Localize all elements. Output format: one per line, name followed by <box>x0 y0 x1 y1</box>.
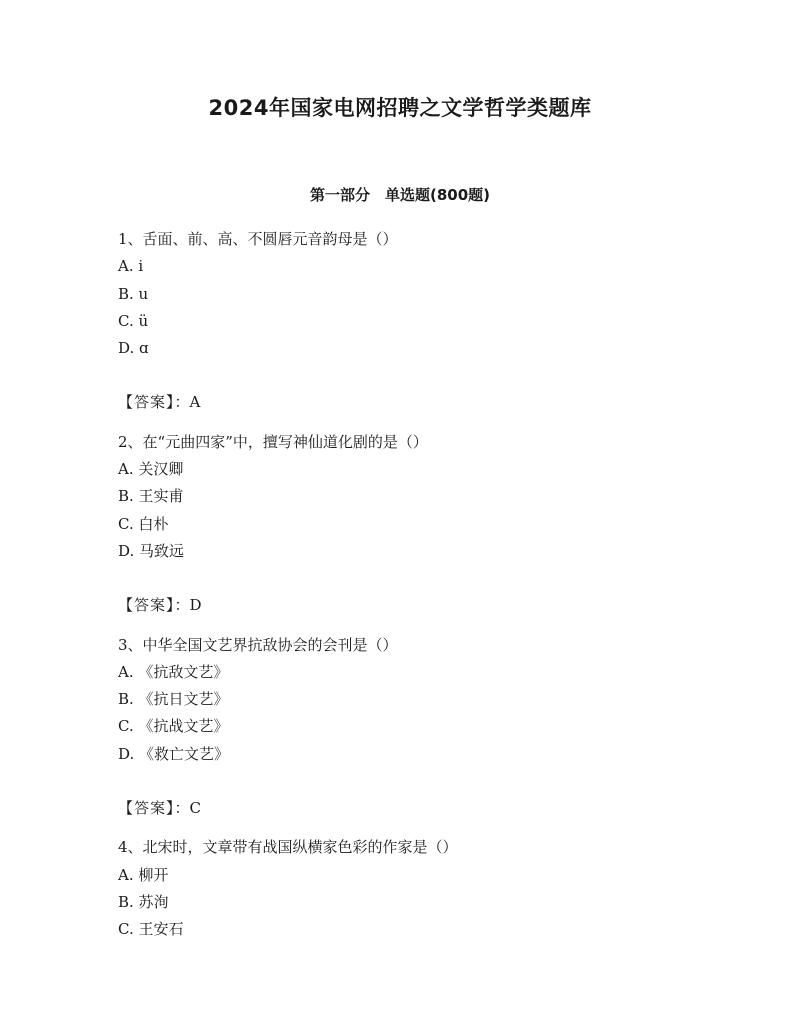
option-d: D. 马致远 <box>118 541 185 560</box>
question-text: 4、北宋时，文章带有战国纵横家色彩的作家是（） <box>118 838 458 857</box>
option-d: D. 《救亡文艺》 <box>118 744 230 763</box>
option-a: A. 《抗敌文艺》 <box>118 662 229 681</box>
option-b: B. 苏洵 <box>118 892 169 911</box>
option-c: C. 《抗战文艺》 <box>118 717 229 736</box>
answer-line <box>118 389 718 416</box>
option-a: A. 柳开 <box>118 865 169 884</box>
answer-label: 【答案】 <box>118 393 175 412</box>
section-title: 第一部分 单选题(800题) <box>309 186 491 204</box>
question-list <box>118 226 718 944</box>
answer-separator: ： <box>174 393 190 412</box>
question-text: 2、在“元曲四家”中，擅写神仙道化剧的是（） <box>118 432 428 451</box>
option-b: B. 《抗日文艺》 <box>118 690 229 709</box>
option-c: C. ü <box>118 311 149 330</box>
option-a: A. i <box>118 257 144 276</box>
answer-value: C <box>189 799 202 818</box>
question-item <box>118 226 718 417</box>
option-c: C. 白朴 <box>118 514 169 533</box>
answer-label: 【答案】 <box>118 799 175 818</box>
question-item <box>118 834 718 943</box>
answer-label: 【答案】 <box>118 596 175 615</box>
question-item <box>118 429 718 620</box>
answer-separator: ： <box>174 596 190 615</box>
document-title: 2024年国家电网招聘之文学哲学类题库 <box>208 96 592 120</box>
question-text: 3、中华全国文艺界抗敌协会的会刊是（） <box>118 635 398 654</box>
option-b: B. 王实甫 <box>118 487 184 506</box>
answer-line <box>118 592 718 619</box>
option-c: C. 王安石 <box>118 920 184 939</box>
question-text: 1、舌面、前、高、不圆唇元音韵母是（） <box>118 230 398 248</box>
question-item <box>118 632 718 823</box>
option-b: B. u <box>118 284 149 303</box>
answer-line <box>118 795 718 822</box>
answer-value: D <box>189 596 202 615</box>
option-d: D. ɑ <box>118 339 149 358</box>
option-a: A. 关汉卿 <box>118 460 184 479</box>
answer-value: A <box>189 393 201 412</box>
answer-separator: ： <box>174 799 190 818</box>
